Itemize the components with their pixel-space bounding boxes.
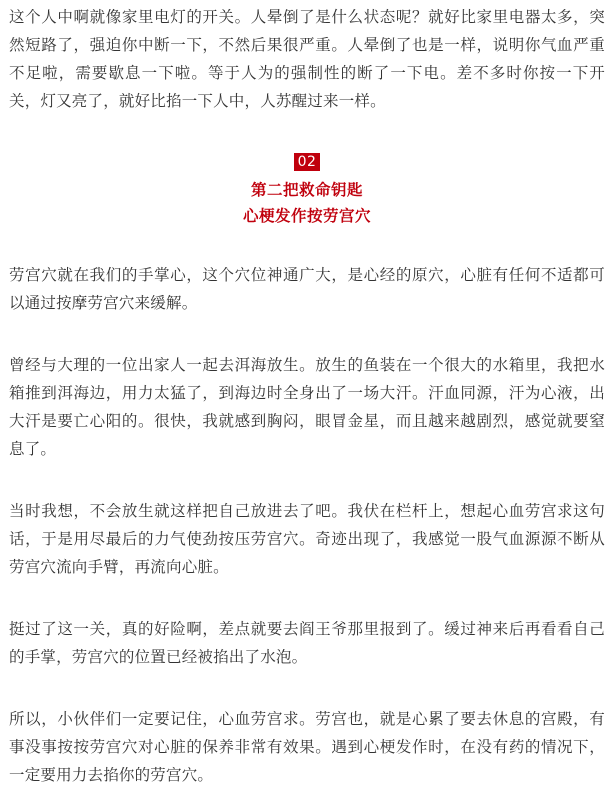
section-title-line-2: 心梗发作按劳宫穴 (242, 207, 371, 225)
paragraph-spacer (9, 317, 605, 351)
section-header (9, 151, 605, 229)
paragraph-spacer (9, 671, 605, 705)
section-number-badge: 02 (294, 153, 321, 171)
intro-paragraph: 这个人中啊就像家里电灯的开关。人晕倒了是什么状态呢？就好比家里电器太多，突然短路了，强迫你中断一下，不然后果很严重。人晕倒了也是一样，说明你气血严重不足啦，需要歇息一下啦。等于人为的强制性的断了一下电。差不多时你按一下开关，灯又亮了，就好比掐一下人中，人苏醒过来一样。 (9, 8, 605, 110)
section-title-line-1: 第二把救命钥匙 (250, 181, 363, 199)
paragraph-spacer (9, 581, 605, 615)
paragraph-story-start: 曾经与大理的一位出家人一起去洱海放生。放生的鱼装在一个很大的水箱里，我把水箱推到洱海边，用力太猛了，到海边时全身出了一场大汗。汗血同源，汗为心液，出大汗是要亡心阳的。很快，我就感到胸闷，眼冒金星，而且越来越剧烈，感觉就要窒息了。 (9, 356, 605, 458)
paragraph-story-end: 挺过了这一关，真的好险啊，差点就要去阎王爷那里报到了。缓过神来后再看看自己的手掌，劳宫穴的位置已经被掐出了水泡。 (9, 620, 605, 666)
paragraph-conclusion: 所以，小伙伴们一定要记住，心血劳宫求。劳宫也，就是心累了要去休息的宫殿，有事没事按按劳宫穴对心脏的保养非常有效果。遇到心梗发作时，在没有药的情况下，一定要用力去掐你的劳宫穴。 (9, 710, 605, 784)
paragraph-spacer (9, 463, 605, 497)
paragraph-story-press: 当时我想，不会放生就这样把自己放进去了吧。我伏在栏杆上，想起心血劳宫求这句话，于是用尽最后的力气使劲按压劳宫穴。奇迹出现了，我感觉一股气血源源不断从劳宫穴流向手臂，再流向心脏。 (9, 502, 605, 576)
article-body (0, 3, 609, 784)
paragraph-acupoint-intro: 劳宫穴就在我们的手掌心，这个穴位神通广大，是心经的原穴，心脏有任何不适都可以通过按摩劳宫穴来缓解。 (9, 266, 605, 312)
